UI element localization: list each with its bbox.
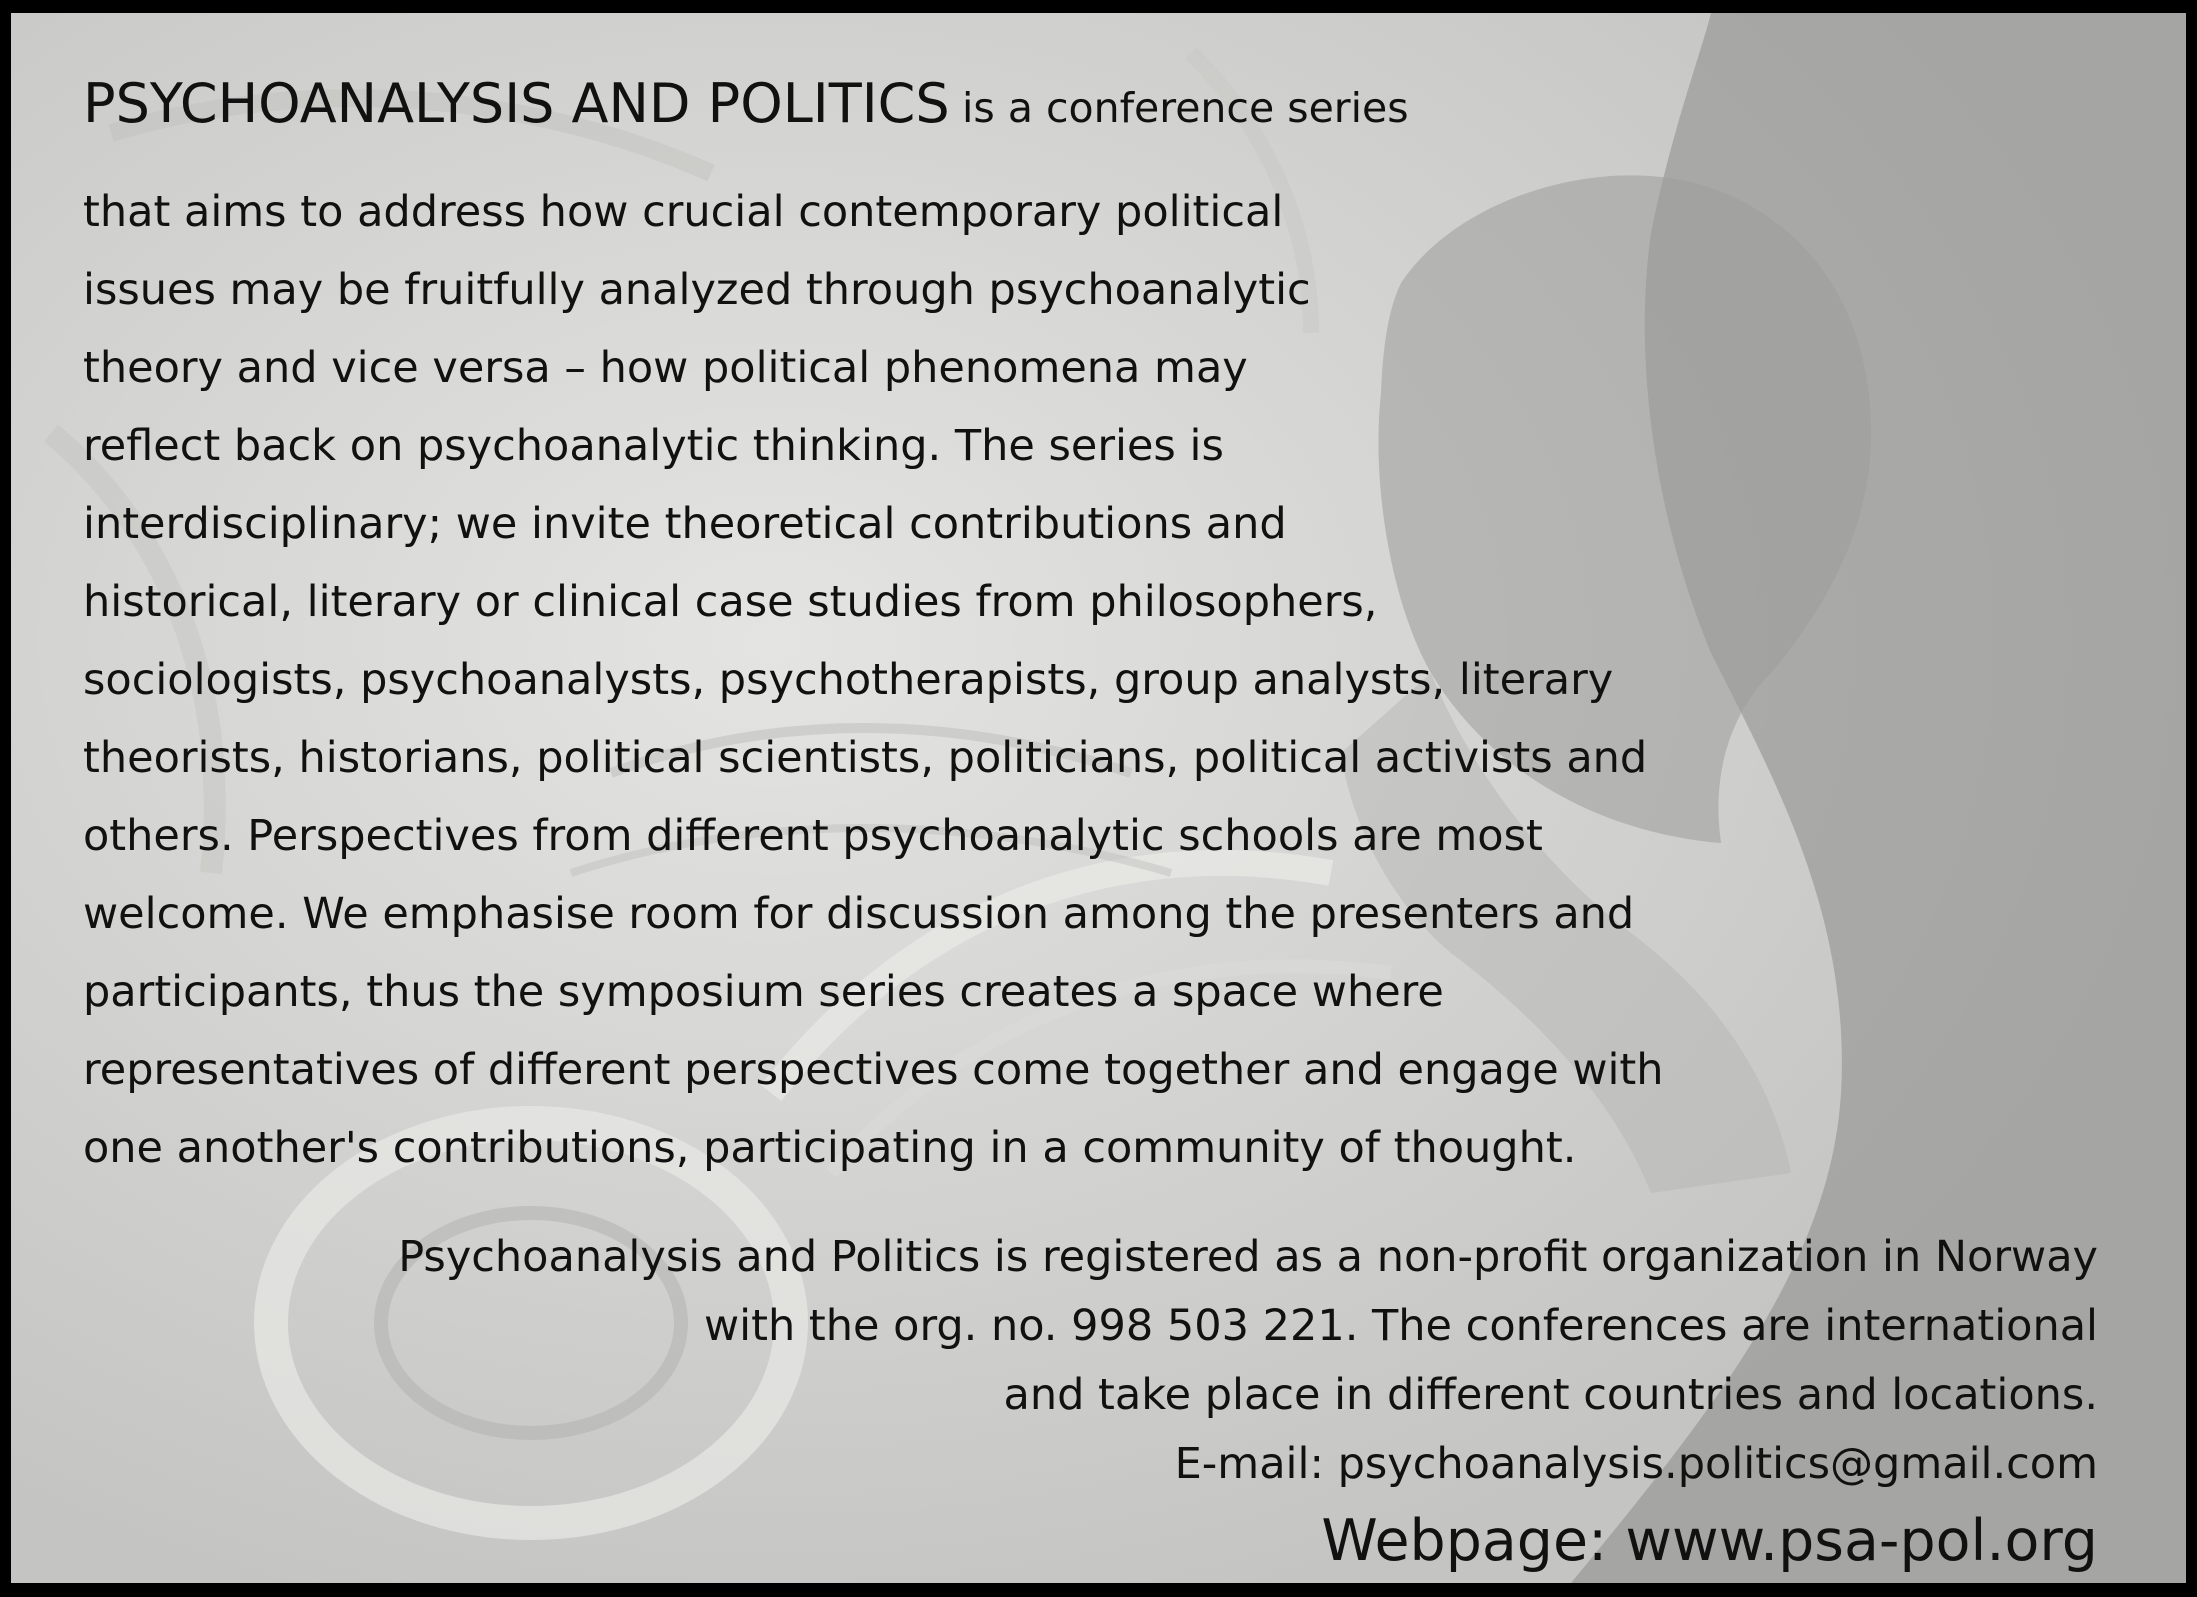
description-line: historical, literary or clinical case studies from philosophers,	[83, 577, 1378, 627]
description-line: theory and vice versa – how political phenomena may	[83, 343, 1248, 393]
email-contact[interactable]: E-mail: psychoanalysis.politics@gmail.com	[1174, 1439, 2098, 1489]
description-line: interdisciplinary; we invite theoretical contributions and	[83, 499, 1287, 549]
registration-line: and take place in different countries and locations.	[1003, 1370, 2098, 1420]
registration-line: with the org. no. 998 503 221. The conferences are international	[704, 1301, 2098, 1351]
organization-info	[398, 1223, 2098, 1583]
description-line: issues may be fruitfully analyzed through psychoanalytic	[83, 265, 1311, 315]
registration-line: Psychoanalysis and Politics is registered as a non-profit organization in Norway	[398, 1232, 2098, 1282]
flyer-text	[11, 13, 2186, 1583]
description-paragraph	[83, 173, 1664, 1187]
description-line: sociologists, psychoanalysts, psychotherapists, group analysts, literary	[83, 655, 1614, 705]
lead-line	[83, 65, 1409, 149]
description-line: reflect back on psychoanalytic thinking. The series is	[83, 421, 1224, 471]
description-line: that aims to address how crucial contemporary political	[83, 187, 1284, 237]
webpage-link[interactable]: Webpage: www.psa-pol.org	[1321, 1508, 2098, 1574]
series-subtitle: is a conference series	[962, 84, 1409, 132]
series-title: PSYCHOANALYSIS AND POLITICS	[83, 72, 950, 135]
description-line: others. Perspectives from different psychoanalytic schools are most	[83, 811, 1543, 861]
description-line: representatives of different perspectives come together and engage with	[83, 1045, 1664, 1095]
description-line: participants, thus the symposium series creates a space where	[83, 967, 1444, 1017]
description-line: theorists, historians, political scientists, politicians, political activists and	[83, 733, 1648, 783]
description-line: one another's contributions, participating in a community of thought.	[83, 1123, 1577, 1173]
flyer-panel	[11, 13, 2186, 1583]
description-line: welcome. We emphasise room for discussion among the presenters and	[83, 889, 1635, 939]
